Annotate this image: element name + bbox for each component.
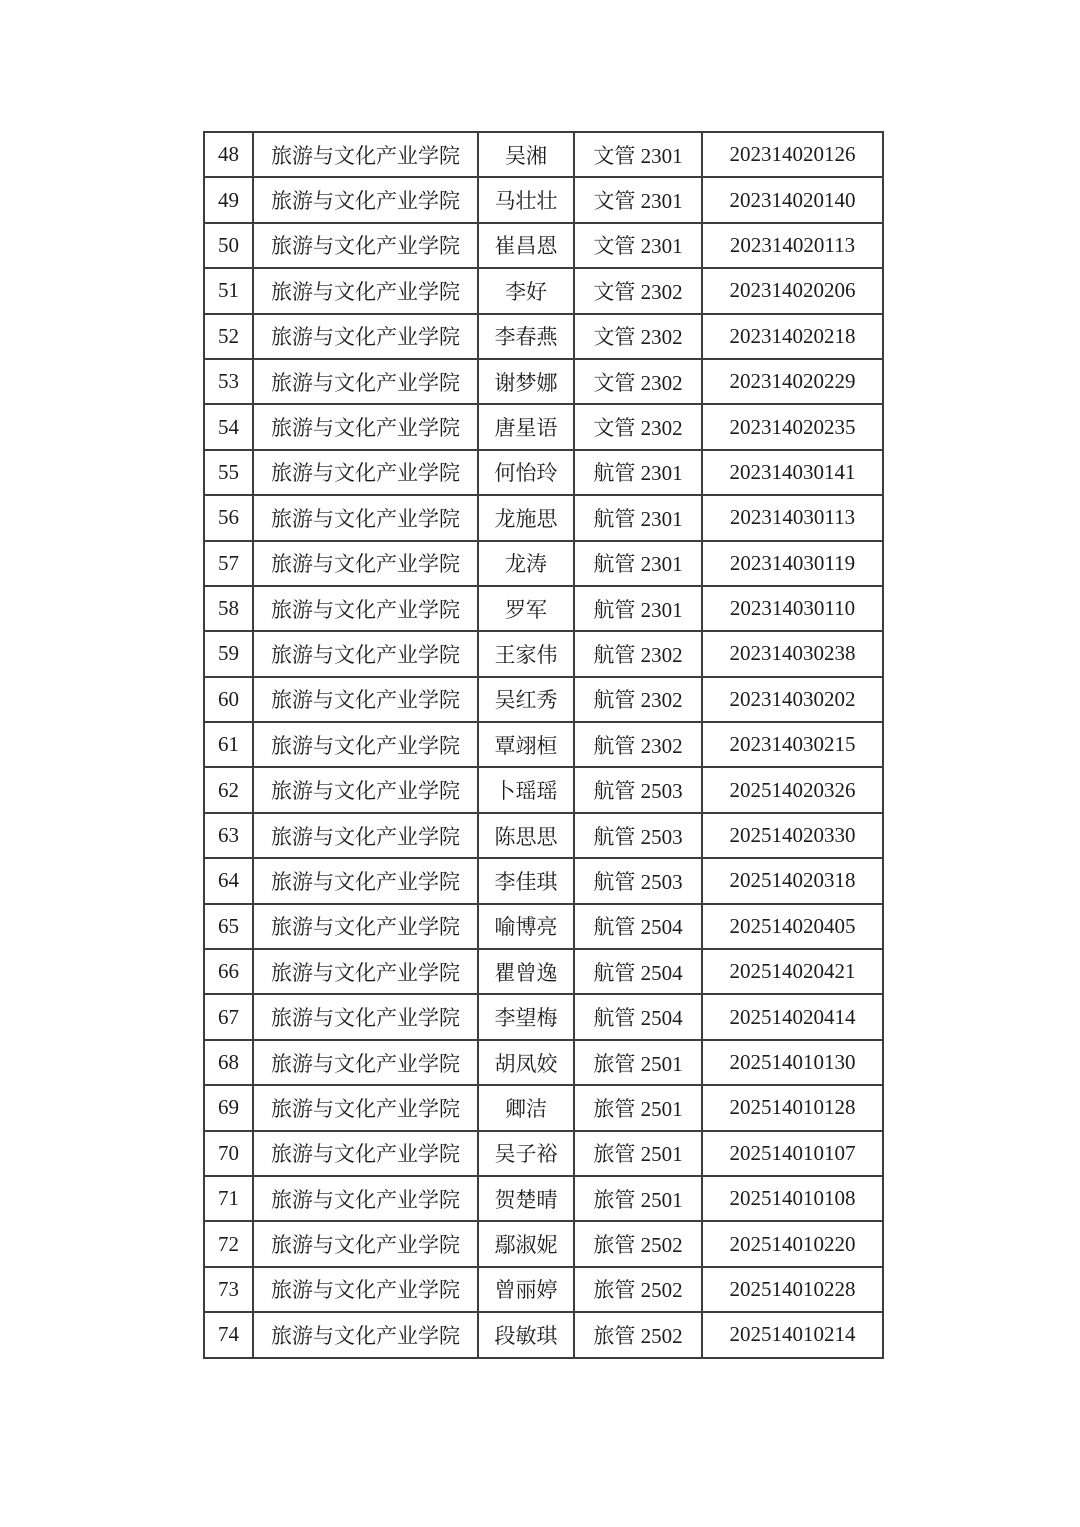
student-id-cell: 202514010108 <box>702 1176 883 1221</box>
row-number-cell: 65 <box>204 904 253 949</box>
college-cell: 旅游与文化产业学院 <box>253 450 478 495</box>
college-cell: 旅游与文化产业学院 <box>253 586 478 631</box>
student-id-cell: 202314020206 <box>702 268 883 313</box>
table-row <box>204 1085 883 1130</box>
table-row <box>204 450 883 495</box>
table-row <box>204 767 883 812</box>
college-cell: 旅游与文化产业学院 <box>253 722 478 767</box>
student-name-cell: 贺楚晴 <box>478 1176 574 1221</box>
row-number-cell: 55 <box>204 450 253 495</box>
class-cell: 文管 2301 <box>574 132 702 177</box>
student-name-cell: 陈思思 <box>478 813 574 858</box>
table-row <box>204 314 883 359</box>
class-cell: 旅管 2501 <box>574 1131 702 1176</box>
student-name-cell: 吴红秀 <box>478 677 574 722</box>
table-row <box>204 813 883 858</box>
row-number-cell: 58 <box>204 586 253 631</box>
row-number-cell: 52 <box>204 314 253 359</box>
class-cell: 文管 2302 <box>574 359 702 404</box>
student-table-body <box>204 132 883 1358</box>
college-cell: 旅游与文化产业学院 <box>253 404 478 449</box>
table-row <box>204 1221 883 1266</box>
class-cell: 旅管 2501 <box>574 1176 702 1221</box>
college-cell: 旅游与文化产业学院 <box>253 359 478 404</box>
college-cell: 旅游与文化产业学院 <box>253 1040 478 1085</box>
student-name-cell: 李望梅 <box>478 994 574 1039</box>
class-cell: 旅管 2502 <box>574 1312 702 1357</box>
student-id-cell: 202314030113 <box>702 495 883 540</box>
college-cell: 旅游与文化产业学院 <box>253 268 478 313</box>
table-row <box>204 541 883 586</box>
table-row <box>204 1176 883 1221</box>
table-row <box>204 223 883 268</box>
student-name-cell: 吴湘 <box>478 132 574 177</box>
table-row <box>204 904 883 949</box>
row-number-cell: 49 <box>204 177 253 222</box>
class-cell: 航管 2504 <box>574 949 702 994</box>
class-cell: 航管 2301 <box>574 495 702 540</box>
class-cell: 旅管 2501 <box>574 1040 702 1085</box>
row-number-cell: 74 <box>204 1312 253 1357</box>
college-cell: 旅游与文化产业学院 <box>253 904 478 949</box>
table-row <box>204 586 883 631</box>
college-cell: 旅游与文化产业学院 <box>253 949 478 994</box>
college-cell: 旅游与文化产业学院 <box>253 1085 478 1130</box>
row-number-cell: 73 <box>204 1267 253 1312</box>
class-cell: 文管 2302 <box>574 404 702 449</box>
student-id-cell: 202314020229 <box>702 359 883 404</box>
class-cell: 文管 2301 <box>574 177 702 222</box>
table-row <box>204 268 883 313</box>
college-cell: 旅游与文化产业学院 <box>253 994 478 1039</box>
row-number-cell: 69 <box>204 1085 253 1130</box>
table-row <box>204 858 883 903</box>
row-number-cell: 51 <box>204 268 253 313</box>
table-row <box>204 1267 883 1312</box>
student-id-cell: 202514020405 <box>702 904 883 949</box>
row-number-cell: 53 <box>204 359 253 404</box>
student-id-cell: 202514010214 <box>702 1312 883 1357</box>
class-cell: 旅管 2502 <box>574 1221 702 1266</box>
table-row <box>204 722 883 767</box>
class-cell: 航管 2503 <box>574 858 702 903</box>
student-id-cell: 202314020140 <box>702 177 883 222</box>
student-id-cell: 202514020421 <box>702 949 883 994</box>
college-cell: 旅游与文化产业学院 <box>253 1221 478 1266</box>
student-id-cell: 202514010130 <box>702 1040 883 1085</box>
class-cell: 航管 2301 <box>574 450 702 495</box>
college-cell: 旅游与文化产业学院 <box>253 541 478 586</box>
table-row <box>204 949 883 994</box>
student-name-cell: 卿洁 <box>478 1085 574 1130</box>
row-number-cell: 56 <box>204 495 253 540</box>
table-row <box>204 1131 883 1176</box>
student-name-cell: 覃翊桓 <box>478 722 574 767</box>
student-name-cell: 罗军 <box>478 586 574 631</box>
student-name-cell: 李佳琪 <box>478 858 574 903</box>
class-cell: 航管 2503 <box>574 813 702 858</box>
student-id-cell: 202314030119 <box>702 541 883 586</box>
class-cell: 航管 2302 <box>574 677 702 722</box>
student-id-cell: 202514020330 <box>702 813 883 858</box>
student-name-cell: 喻博亮 <box>478 904 574 949</box>
table-row <box>204 631 883 676</box>
class-cell: 航管 2302 <box>574 722 702 767</box>
college-cell: 旅游与文化产业学院 <box>253 1267 478 1312</box>
class-cell: 旅管 2501 <box>574 1085 702 1130</box>
student-table <box>203 131 884 1359</box>
student-id-cell: 202314030202 <box>702 677 883 722</box>
row-number-cell: 68 <box>204 1040 253 1085</box>
student-name-cell: 谢梦娜 <box>478 359 574 404</box>
student-id-cell: 202314030215 <box>702 722 883 767</box>
student-name-cell: 吴子裕 <box>478 1131 574 1176</box>
student-name-cell: 李好 <box>478 268 574 313</box>
table-row <box>204 994 883 1039</box>
student-id-cell: 202514020326 <box>702 767 883 812</box>
class-cell: 文管 2302 <box>574 268 702 313</box>
college-cell: 旅游与文化产业学院 <box>253 177 478 222</box>
student-id-cell: 202314030141 <box>702 450 883 495</box>
student-name-cell: 崔昌恩 <box>478 223 574 268</box>
class-cell: 航管 2504 <box>574 904 702 949</box>
table-row <box>204 132 883 177</box>
student-name-cell: 马壮壮 <box>478 177 574 222</box>
row-number-cell: 60 <box>204 677 253 722</box>
student-id-cell: 202314020113 <box>702 223 883 268</box>
row-number-cell: 61 <box>204 722 253 767</box>
student-name-cell: 何怡玲 <box>478 450 574 495</box>
student-id-cell: 202514020318 <box>702 858 883 903</box>
table-row <box>204 677 883 722</box>
student-id-cell: 202314020126 <box>702 132 883 177</box>
student-id-cell: 202314020235 <box>702 404 883 449</box>
college-cell: 旅游与文化产业学院 <box>253 1312 478 1357</box>
row-number-cell: 48 <box>204 132 253 177</box>
row-number-cell: 63 <box>204 813 253 858</box>
class-cell: 航管 2504 <box>574 994 702 1039</box>
row-number-cell: 64 <box>204 858 253 903</box>
student-id-cell: 202314020218 <box>702 314 883 359</box>
student-name-cell: 王家伟 <box>478 631 574 676</box>
student-id-cell: 202514010128 <box>702 1085 883 1130</box>
class-cell: 航管 2302 <box>574 631 702 676</box>
row-number-cell: 54 <box>204 404 253 449</box>
class-cell: 文管 2301 <box>574 223 702 268</box>
row-number-cell: 67 <box>204 994 253 1039</box>
college-cell: 旅游与文化产业学院 <box>253 223 478 268</box>
table-row <box>204 495 883 540</box>
student-name-cell: 瞿曾逸 <box>478 949 574 994</box>
row-number-cell: 71 <box>204 1176 253 1221</box>
student-name-cell: 胡凤姣 <box>478 1040 574 1085</box>
college-cell: 旅游与文化产业学院 <box>253 314 478 359</box>
row-number-cell: 72 <box>204 1221 253 1266</box>
row-number-cell: 62 <box>204 767 253 812</box>
college-cell: 旅游与文化产业学院 <box>253 1131 478 1176</box>
student-name-cell: 龙施思 <box>478 495 574 540</box>
student-id-cell: 202314030238 <box>702 631 883 676</box>
row-number-cell: 57 <box>204 541 253 586</box>
student-id-cell: 202514010228 <box>702 1267 883 1312</box>
class-cell: 航管 2503 <box>574 767 702 812</box>
college-cell: 旅游与文化产业学院 <box>253 132 478 177</box>
row-number-cell: 70 <box>204 1131 253 1176</box>
student-name-cell: 曾丽婷 <box>478 1267 574 1312</box>
student-name-cell: 卜瑶瑶 <box>478 767 574 812</box>
college-cell: 旅游与文化产业学院 <box>253 858 478 903</box>
student-name-cell: 段敏琪 <box>478 1312 574 1357</box>
class-cell: 航管 2301 <box>574 541 702 586</box>
student-id-cell: 202314030110 <box>702 586 883 631</box>
table-row <box>204 359 883 404</box>
student-id-cell: 202514010220 <box>702 1221 883 1266</box>
row-number-cell: 59 <box>204 631 253 676</box>
college-cell: 旅游与文化产业学院 <box>253 677 478 722</box>
class-cell: 文管 2302 <box>574 314 702 359</box>
class-cell: 旅管 2502 <box>574 1267 702 1312</box>
table-row <box>204 1040 883 1085</box>
student-id-cell: 202514020414 <box>702 994 883 1039</box>
table-row <box>204 1312 883 1357</box>
student-name-cell: 鄢淑妮 <box>478 1221 574 1266</box>
student-name-cell: 唐星语 <box>478 404 574 449</box>
college-cell: 旅游与文化产业学院 <box>253 1176 478 1221</box>
college-cell: 旅游与文化产业学院 <box>253 767 478 812</box>
row-number-cell: 66 <box>204 949 253 994</box>
student-name-cell: 龙涛 <box>478 541 574 586</box>
table-row <box>204 404 883 449</box>
table-row <box>204 177 883 222</box>
college-cell: 旅游与文化产业学院 <box>253 495 478 540</box>
college-cell: 旅游与文化产业学院 <box>253 813 478 858</box>
student-name-cell: 李春燕 <box>478 314 574 359</box>
college-cell: 旅游与文化产业学院 <box>253 631 478 676</box>
row-number-cell: 50 <box>204 223 253 268</box>
class-cell: 航管 2301 <box>574 586 702 631</box>
student-id-cell: 202514010107 <box>702 1131 883 1176</box>
